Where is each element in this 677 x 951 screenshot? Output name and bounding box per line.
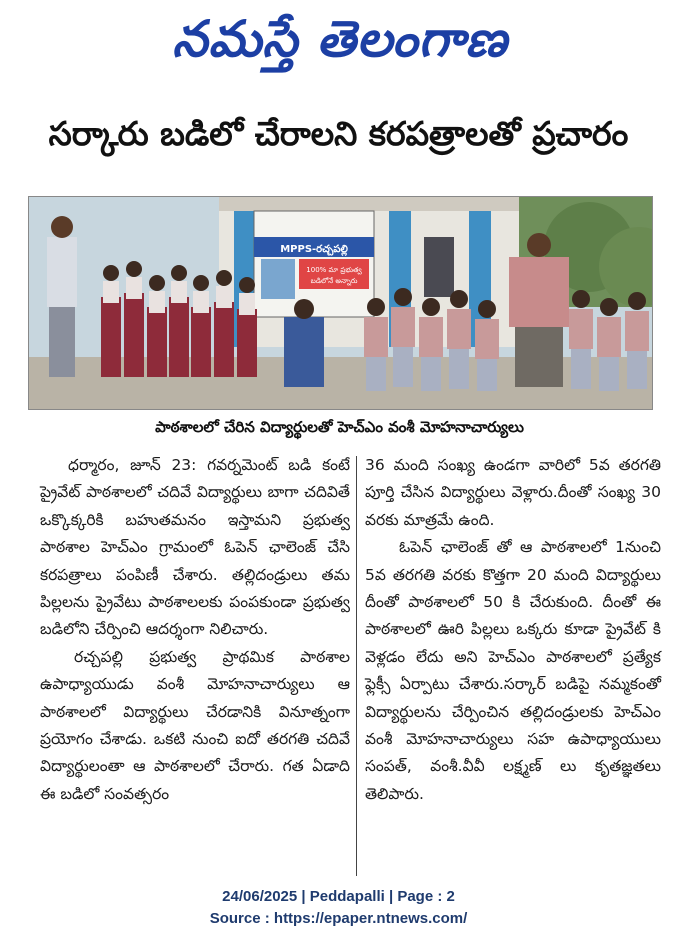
column-divider — [356, 456, 357, 876]
banner-line1: MPPS-రచ్చపల్లి — [280, 244, 348, 255]
photo-caption: పాఠశాలలో చేరిన విద్యార్థులతో హెచ్ఎం వంశీ మోహనాచార్యులు — [155, 418, 524, 436]
banner-line2: 100% మా ప్రభుత్వ — [306, 266, 362, 274]
page-footer — [0, 886, 677, 930]
newspaper-masthead: నమస్తే తెలంగాణ — [172, 10, 508, 68]
article-headline: సర్కారు బడిలో చేరాలని కరపత్రాలతో ప్రచారం — [48, 114, 629, 153]
banner-line3: బడిలోనే అన్నారు — [310, 277, 358, 285]
footer-date-edition: 24/06/2025 | Peddapalli | Page : 2 — [222, 888, 455, 905]
article-paragraph: ధర్మారం, జూన్ 23: గవర్నమెంట్ బడి కంటే ప్రైవేట్ పాఠశాలలో చదివే విద్యార్థులు బాగా చదివితే ఒక్కొక్కరికి బహుతమనం ఇస్తామని ప్రభుత్వ పాఠశాల హెచ్ఎం గ్రామంలో ఓపెన్ ఛాలెంజ్ చేసి కరపత్రాలు పంపిణీ చేశారు. తల్లిదండ్రులు తమ పిల్లలను ప్రైవేటు పాఠశాలలకు పంపకుండా ప్రభుత్వ బడిలోని చేర్పించి ఆదర్శంగా నిలిచారు. — [40, 456, 350, 639]
article-paragraph: ఓపెన్ ఛాలెంజ్ తో ఆ పాఠశాలలో 1నుంచి 5వ తరగతి వరకు కొత్తగా 20 మంది విద్యార్థులు దీంతో పాఠశాలలో 50 కి చేరుకుంది. దీంతో ఈ పాఠశాలలో ఊరి పిల్లలు ఒక్కరు కూడా ప్రైవేట్ కి వెళ్లడం లేదు అని హెచ్ఎం పాఠశాలలో ప్రత్యేక ఫ్లెక్సీ ఏర్పాటు చేశారు.సర్కార్ బడిపై నమ్మకంతో విద్యార్థులను చేర్పించిన తల్లిదండ్రులకు హెచ్ఎం వంశీ మోహనాచార్యులు సహ ఉపాధ్యాయులు సంపత్, వంశీ.వీవీ లక్ష్మణ్ లు కృతజ్ఞతలు తెలిపారు. — [365, 538, 661, 803]
article-photo — [28, 196, 653, 410]
article-paragraph: 36 మంది సంఖ్య ఉండగా వారిలో 5వ తరగతి పూర్తి చేసిన విద్యార్థులు వెళ్లారు.దీంతో సంఖ్య 30 వరకు మాత్రమే ఉంది. — [365, 456, 661, 529]
article-paragraph: రచ్చపల్లి ప్రభుత్వ ప్రాథమిక పాఠశాల ఉపాధ్యాయుడు వంశీ మోహనాచార్యులు ఆ పాఠశాలలో విద్యార్థులు చేరడానికి వినూత్నంగా ప్రయోగం చేశాడు. ఒకటి నుంచి ఐదో తరగతి చదివే విద్యార్థులంతా ఆ పాఠశాలలో చేరారు. గత ఏడాది ఈ బడిలో సంవత్సరం — [40, 647, 350, 803]
article-column-right — [365, 452, 661, 808]
article-column-left — [40, 452, 350, 808]
footer-source-link[interactable]: Source : https://epaper.ntnews.com/ — [209, 910, 468, 927]
